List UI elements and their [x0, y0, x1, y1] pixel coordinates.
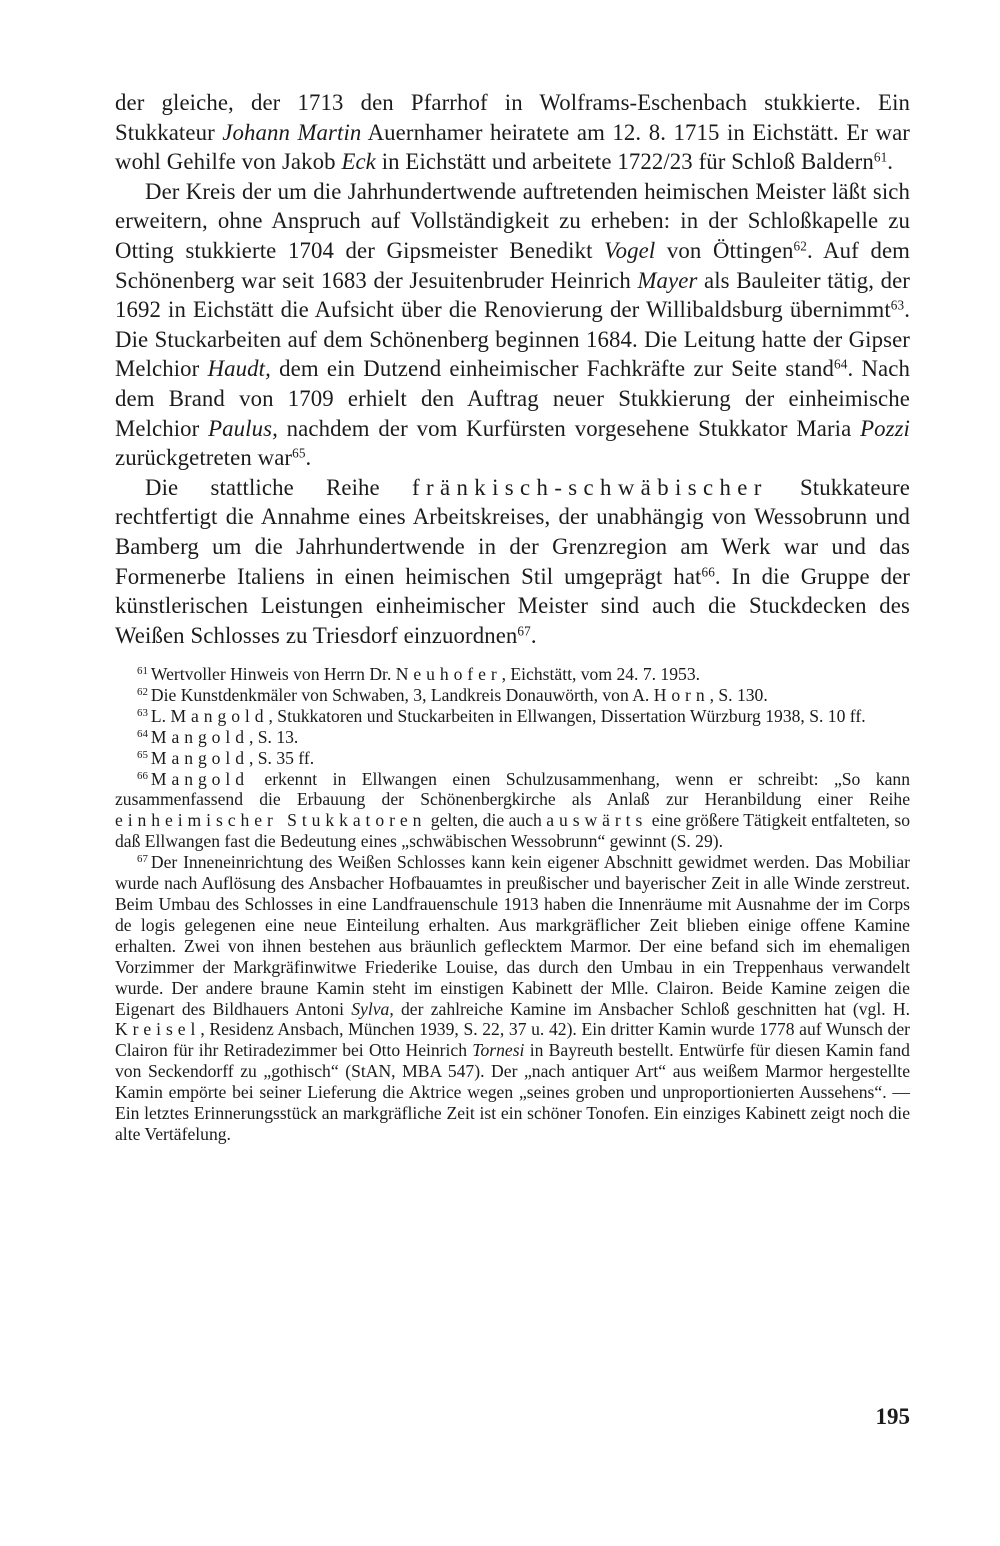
paragraph-1: der gleiche, der 1713 den Pfarrhof in Wolframs-Eschenbach stukkierte. Ein Stukkateur Johann Martin Auernhamer heiratete am 12. 8. 1715 in Eichstätt. Er war wohl Gehilfe von Jakob Eck in Eichstätt und arbeitete 1722/23 für Schloß Baldern$^{61}$. — [115, 90, 910, 175]
footnote-67: $^{67}$ Der Inneneinrichtung des Weißen Schlosses kann kein eigener Abschnitt gewidmet werden. Das Mobiliar wurde nach Auflösung des Ansbacher Hofbauamtes in preußischer und bayerischer Zeit in alle Winde zerstreut. Beim Umbau des Schlosses in eine Landfrauenschule 1913 haben die Innenräume mit Ausnahme der im Corps de logis gelegenen eine neue Einteilung erhalten. Aus markgräflicher Zeit blieben einige offene Kamine erhalten. Zwei von ihnen bestehen aus bräunlich geflecktem Marmor. Der eine befand sich im ehemaligen Vorzimmer der Markgräfinwitwe Friederike Louise, das durch den Umbau in ein Treppenhaus verwandelt wurde. Der andere braune Kamin steht im einstigen Kabinett der Mlle. Clairon. Beide Kamine zeigen die Eigenart des Bildhauers Antoni Sylva, der zahlreiche Kamine im Ansbacher Schloß geschnitten hat (vgl. H. Kreisel, Residenz Ansbach, München 1939, S. 22, 37 u. 42). Ein dritter Kamin wurde 1778 auf Wunsch der Clairon für ihr Retiradezimmer bei Otto Heinrich Tornesi in Bayreuth bestellt. Entwürfe für diesen Kamin fand von Seckendorff zu „gothisch“ (StAN, MBA 547). Der „nach antiquer Art“ aus weißem Marmor hergestellte Kamin empörte bei seiner Lieferung die Aktrice wegen „seines groben und unproportionierten Aussehens“. — Ein letztes Erinnerungsstück an markgräfliche Zeit ist ein schöner Tonofen. Ein einziges Kabinett zeigt noch die alte Vertäfelung. — [115, 852, 910, 1144]
footnote-65: $^{65}$ Mangold, S. 35 ff. — [137, 747, 315, 768]
footnote-ref-63: 63 — [890, 297, 905, 313]
footnote-ref-64: 64 — [834, 357, 848, 373]
footnote-ref-62: 62 — [793, 238, 807, 254]
footnote-ref-65: 65 — [292, 445, 306, 461]
footnote-66: $^{66}$ Mangold erkennt in Ellwangen einen Schulzusammenhang, wenn er schreibt: „So kann zusammenfassend die Erbauung der Schönenbergkirche als Anlaß zur Heranbildung einer Reihe einheimischer Stukkatoren gelten, die auch auswärts eine größere Tätigkeit entfalteten, so daß Ellwangen fast die Bedeutung eines „schwäbischen Wessobrunn“ gewinnt (S. 29). — [115, 768, 910, 852]
footnotes — [115, 664, 910, 1145]
footnote-ref-66: 66 — [701, 564, 715, 580]
footnote-63: $^{63}$ L. Mangold, Stukkatoren und Stuckarbeiten in Ellwangen, Dissertation Würzburg 1938, S. 10 ff. — [137, 705, 866, 726]
footnote-62: $^{62}$ Die Kunstdenkmäler von Schwaben, 3, Landkreis Donauwörth, von A. Horn, S. 130. — [137, 684, 768, 705]
footnote-ref-67: 67 — [517, 623, 531, 639]
page-number: 195 — [875, 1404, 910, 1429]
paragraph-2: Der Kreis der um die Jahrhundertwende auftretenden heimischen Meister läßt sich erweitern, ohne Anspruch auf Vollständigkeit zu erheben: in der Schloßkapelle zu Otting stukkierte 1704 der Gipsmeister Benedikt Vogel von Öttingen$^{62}$. Auf dem Schönenberg war seit 1683 der Jesuitenbruder Heinrich Mayer als Bauleiter tätig, der 1692 in Eichstätt die Aufsicht über die Renovierung der Willibaldsburg übernimmt$^{63}$. Die Stuckarbeiten auf dem Schönenberg beginnen 1684. Die Leitung hatte der Gipser Melchior Haudt, dem ein Dutzend einheimischer Fachkräfte zur Seite stand$^{64}$. Nach dem Brand von 1709 erhielt den Auftrag neuer Stukkierung der einheimische Melchior Paulus, nachdem der vom Kurfürsten vorgesehene Stukkator Maria Pozzi zurückgetreten war$^{65}$. — [115, 178, 910, 471]
footnote-64: $^{64}$ Mangold, S. 13. — [137, 726, 299, 747]
footnote-ref-61: 61 — [873, 149, 888, 165]
main-text — [115, 88, 910, 650]
footnote-61: $^{61}$ Wertvoller Hinweis von Herrn Dr. Neuhofer, Eichstätt, vom 24. 7. 1953. — [137, 664, 701, 684]
paragraph-3: Die stattliche Reihe fränkisch-schwäbischer Stukkateure rechtfertigt die Annahme eines Arbeitskreises, der unabhängig von Wessobrunn und Bamberg um die Jahrhundertwende in der Grenzregion am Werk war und das Formenerbe Italiens in einen heimischen Stil umgeprägt hat$^{66}$. In die Gruppe der künstlerischen Leistungen einheimischer Meister sind auch die Stuckdecken des Weißen Schlosses zu Triesdorf einzuordnen$^{67}$. — [115, 474, 910, 648]
